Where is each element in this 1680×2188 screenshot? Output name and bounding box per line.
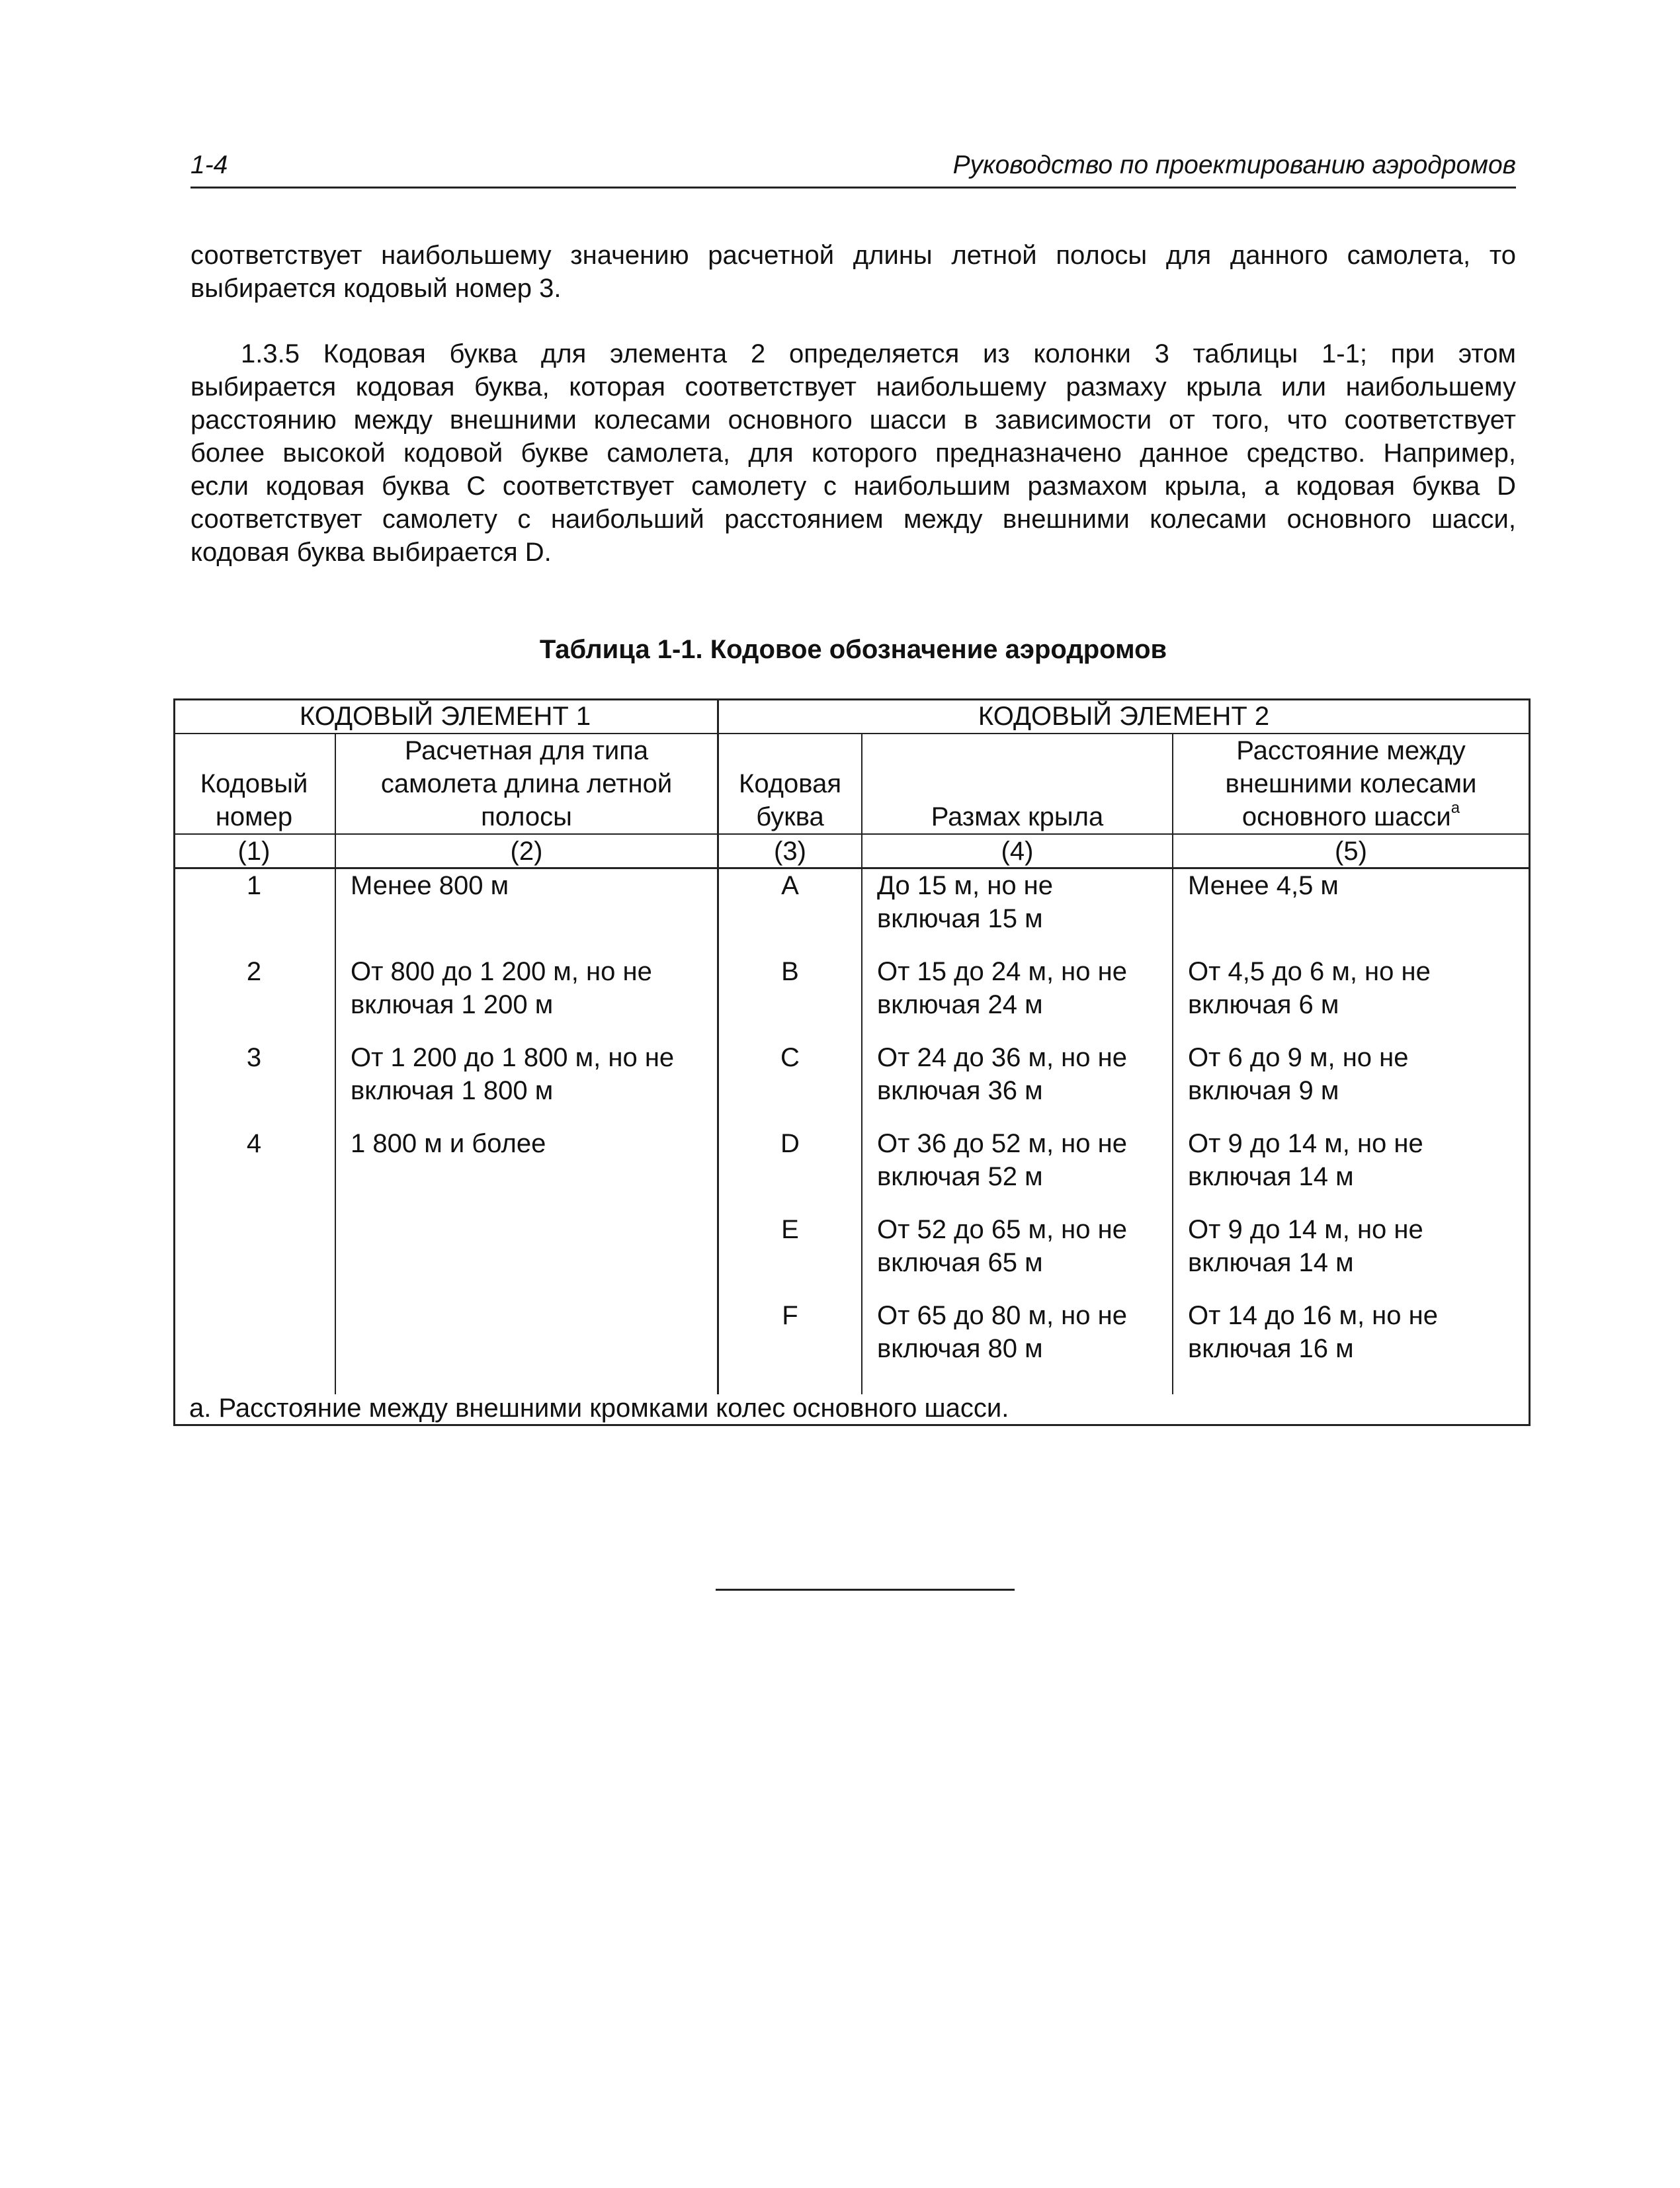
wingspan <box>877 1299 1168 1365</box>
col-header-1 <box>173 767 335 833</box>
table-caption: Таблица 1-1. Кодовое обозначение аэродромов <box>539 635 1167 664</box>
cell-line: включая 52 м <box>877 1162 1043 1191</box>
cell-line: От 65 до 80 м, но не <box>877 1301 1127 1330</box>
cell-line: От 14 до 16 м, но не <box>1188 1301 1438 1330</box>
cell-line: От 36 до 52 м, но не <box>877 1129 1127 1158</box>
code-letter: A <box>781 871 799 900</box>
col-number-3: (3) <box>774 837 806 866</box>
text-line: 1.3.5 Кодовая буква для элемента 2 определяется из колонки 3 таблицы 1-1; при этом <box>241 339 1516 368</box>
wingspan <box>877 1127 1168 1193</box>
text-line: если кодовая буква C соответствует самолету с наибольшим размахом крыла, а кодовая буква D <box>190 472 1516 501</box>
code-letter: D <box>780 1129 800 1158</box>
col-number-1: (1) <box>237 837 271 866</box>
group-header-1: КОДОВЫЙ ЭЛЕМЕНТ 1 <box>299 702 591 731</box>
cell-line: Менее 800 м <box>351 871 509 900</box>
cell-line: До 15 м, но не <box>877 871 1054 900</box>
text-line: соответствует самолету с наибольший расстоянием между внешними колесами основного шасси, <box>190 505 1516 534</box>
header-line: Кодовая <box>739 769 841 798</box>
field-length <box>351 1041 714 1107</box>
cell-line: От 9 до 14 м, но не <box>1188 1129 1423 1158</box>
wingspan <box>877 1041 1168 1107</box>
gear-span <box>1188 1213 1525 1279</box>
cell-line: включая 15 м <box>877 904 1043 933</box>
cell-line: От 24 до 36 м, но не <box>877 1043 1127 1072</box>
code-letter: B <box>781 957 799 986</box>
gear-span <box>1188 1127 1525 1193</box>
header-line: Кодовый <box>200 769 308 798</box>
code-number: 3 <box>246 1043 262 1072</box>
cell-line: 1 800 м и более <box>351 1129 546 1158</box>
header-line: буква <box>756 802 824 831</box>
gear-span <box>1188 955 1525 1021</box>
end-separator <box>716 1589 1015 1591</box>
header-text: основного шасси <box>1241 802 1451 831</box>
header-line: Расстояние между <box>1236 736 1466 765</box>
header-line: номер <box>215 802 293 831</box>
page-header <box>190 147 1516 189</box>
group-header-2: КОДОВЫЙ ЭЛЕМЕНТ 2 <box>978 702 1270 731</box>
header-line: самолета длина летной <box>380 769 673 798</box>
code-table <box>173 698 1531 1426</box>
cell-line: Менее 4,5 м <box>1188 871 1339 900</box>
cell-line: От 9 до 14 м, но не <box>1188 1215 1423 1244</box>
cell-line: включая 16 м <box>1188 1334 1354 1363</box>
cell-line: От 800 до 1 200 м, но не <box>351 957 652 986</box>
cell-line: От 4,5 до 6 м, но не <box>1188 957 1431 986</box>
cell-line: От 15 до 24 м, но не <box>877 957 1127 986</box>
wingspan <box>877 1213 1168 1279</box>
col-number-2: (2) <box>510 837 543 866</box>
cell-line: От 52 до 65 м, но не <box>877 1215 1127 1244</box>
col-header-5 <box>1173 734 1529 833</box>
header-line <box>1173 800 1529 833</box>
header-line: Расчетная для типа <box>404 736 649 765</box>
text-line: расстоянию между внешними колесами основного шасси в зависимости от того, что соответствует <box>190 405 1516 435</box>
cell-line: включая 14 м <box>1188 1162 1354 1191</box>
code-number: 2 <box>246 957 262 986</box>
header-line: Размах крыла <box>931 802 1104 831</box>
text-line: кодовая буква выбирается D. <box>190 538 552 567</box>
col-header-4 <box>862 800 1172 833</box>
cell-line: включая 1 200 м <box>351 990 554 1019</box>
paragraph-continuation <box>190 239 1516 305</box>
cell-line: включая 36 м <box>877 1076 1043 1105</box>
table-footnote: a. Расстояние между внешними кромками колес основного шасси. <box>189 1394 1009 1423</box>
code-letter: C <box>780 1043 800 1072</box>
code-letter: F <box>782 1301 798 1330</box>
footnote-marker: a <box>1450 799 1460 817</box>
cell-line: включая 6 м <box>1188 990 1339 1019</box>
cell-line: включая 1 800 м <box>351 1076 554 1105</box>
text-line: выбирается кодовый номер 3. <box>190 274 562 303</box>
header-line: внешними колесами <box>1225 769 1477 798</box>
col-number-4: (4) <box>1001 837 1034 866</box>
cell-line: включая 65 м <box>877 1248 1043 1277</box>
col-number-5: (5) <box>1335 837 1367 866</box>
wingspan <box>877 955 1168 1021</box>
gear-span <box>1188 1299 1525 1365</box>
col-header-3 <box>719 767 861 833</box>
field-length <box>351 1127 714 1160</box>
table-border-right <box>1529 698 1531 1426</box>
field-length <box>351 869 714 902</box>
cell-line: включая 14 м <box>1188 1248 1354 1277</box>
gear-span <box>1188 869 1525 902</box>
code-letter: E <box>781 1215 799 1244</box>
header-line: полосы <box>481 802 572 831</box>
page-number: 1-4 <box>190 151 228 179</box>
code-number: 1 <box>246 871 262 900</box>
col-header-2 <box>336 734 717 833</box>
cell-line: От 1 200 до 1 800 м, но не <box>351 1043 675 1072</box>
running-title: Руководство по проектированию аэродромов <box>952 151 1516 179</box>
cell-line: включая 9 м <box>1188 1076 1339 1105</box>
wingspan <box>877 869 1168 935</box>
field-length <box>351 955 714 1021</box>
paragraph-1-3-5 <box>190 337 1516 569</box>
text-line: выбирается кодовая буква, которая соответствует наибольшему размаху крыла или наибольшему <box>190 372 1516 401</box>
cell-line: От 6 до 9 м, но не <box>1188 1043 1409 1072</box>
text-line: соответствует наибольшему значению расчетной длины летной полосы для данного самолета, то <box>190 241 1516 270</box>
cell-line: включая 24 м <box>877 990 1043 1019</box>
cell-line: включая 80 м <box>877 1334 1043 1363</box>
code-number: 4 <box>246 1129 262 1158</box>
text-line: более высокой кодовой букве самолета, для которого предназначено данное средство. Например, <box>190 439 1516 468</box>
gear-span <box>1188 1041 1525 1107</box>
